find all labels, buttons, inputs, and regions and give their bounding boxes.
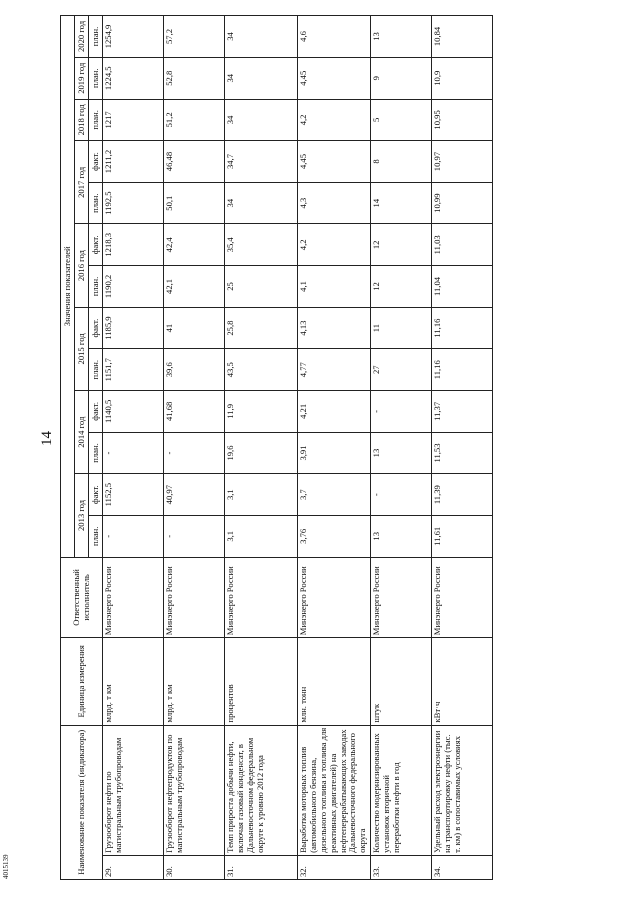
cell-2014-fact: 41,68 [164, 391, 225, 433]
cell-2017-plan: 14 [371, 182, 432, 224]
header-year-2020: 2020 год [75, 16, 89, 58]
header-fact: факт. [89, 391, 103, 433]
row-unit: кВт·ч [432, 638, 493, 725]
header-year-2018: 2018 год [75, 99, 89, 141]
row-indicator-name: Количество модернизированных установок вторичной переработки нефти в год [371, 725, 432, 855]
cell-2015-fact: 4,13 [298, 307, 371, 349]
row-unit: млн. тонн [298, 638, 371, 725]
cell-2016-plan: 1190,2 [103, 266, 164, 308]
page-number: 14 [39, 431, 55, 446]
cell-2018-plan: 4,2 [298, 99, 371, 141]
row-responsible: Минэнерго России [225, 557, 298, 638]
cell-2015-fact: 25,8 [225, 307, 298, 349]
cell-2015-fact: 11 [371, 307, 432, 349]
cell-2020-plan: 34 [225, 16, 298, 58]
row-number: 31. [225, 855, 298, 879]
header-fact: факт. [89, 307, 103, 349]
header-year-2019: 2019 год [75, 57, 89, 99]
header-fact: факт. [89, 224, 103, 266]
header-plan: план. [89, 182, 103, 224]
cell-2015-plan: 39,6 [164, 349, 225, 391]
header-values: Значения показателей [61, 16, 75, 558]
header-plan: план. [89, 57, 103, 99]
header-plan: план. [89, 349, 103, 391]
header-year-2015: 2015 год [75, 307, 89, 390]
row-indicator-name: Грузооборот нефтепродуктов по магистральным трубопроводам [164, 725, 225, 855]
row-number: 32. [298, 855, 371, 879]
cell-2016-plan: 25 [225, 266, 298, 308]
cell-2017-plan: 34 [225, 182, 298, 224]
cell-2014-plan: 11,53 [432, 432, 493, 474]
row-unit: процентов [225, 638, 298, 725]
cell-2013-plan: 3,76 [298, 515, 371, 557]
cell-2014-plan: 3,91 [298, 432, 371, 474]
cell-2015-plan: 4,77 [298, 349, 371, 391]
cell-2019-plan: 34 [225, 57, 298, 99]
rotated-page-content [60, 15, 575, 880]
header-plan: план. [89, 266, 103, 308]
cell-2017-fact: 8 [371, 141, 432, 183]
header-unit: Единица измерения [61, 638, 103, 725]
table-row [371, 16, 432, 880]
row-responsible: Минэнерго России [298, 557, 371, 638]
cell-2018-plan: 10,95 [432, 99, 493, 141]
cell-2017-plan: 10,99 [432, 182, 493, 224]
header-name: Наименование показателя (индикатора) [61, 725, 103, 879]
cell-2016-fact: 42,4 [164, 224, 225, 266]
cell-2020-plan: 1254,9 [103, 16, 164, 58]
cell-2017-plan: 4,3 [298, 182, 371, 224]
cell-2015-plan: 1151,7 [103, 349, 164, 391]
cell-2014-fact: 1140,5 [103, 391, 164, 433]
cell-2016-plan: 42,1 [164, 266, 225, 308]
header-year-2017: 2017 год [75, 141, 89, 224]
cell-2017-plan: 1192,5 [103, 182, 164, 224]
row-number: 34. [432, 855, 493, 879]
cell-2019-plan: 4,45 [298, 57, 371, 99]
cell-2013-plan: - [103, 515, 164, 557]
row-number: 29. [103, 855, 164, 879]
cell-2018-plan: 51,2 [164, 99, 225, 141]
header-plan: план. [89, 432, 103, 474]
cell-2013-plan: 3,1 [225, 515, 298, 557]
cell-2014-fact: - [371, 391, 432, 433]
cell-2016-fact: 11,03 [432, 224, 493, 266]
row-responsible: Минэнерго России [432, 557, 493, 638]
cell-2020-plan: 57,2 [164, 16, 225, 58]
table-row [432, 16, 493, 880]
cell-2014-fact: 4,21 [298, 391, 371, 433]
cell-2016-plan: 12 [371, 266, 432, 308]
table-row [103, 16, 164, 880]
cell-2016-plan: 11,04 [432, 266, 493, 308]
table-row [298, 16, 371, 880]
cell-2014-plan: - [164, 432, 225, 474]
cell-2014-fact: 11,9 [225, 391, 298, 433]
row-responsible: Минэнерго России [164, 557, 225, 638]
row-indicator-name: Грузооборот нефти по магистральным трубопроводам [103, 725, 164, 855]
cell-2015-fact: 1185,9 [103, 307, 164, 349]
cell-2013-fact: 11,39 [432, 474, 493, 516]
table-row [164, 16, 225, 880]
cell-2016-fact: 12 [371, 224, 432, 266]
cell-2015-plan: 11,16 [432, 349, 493, 391]
header-plan: план. [89, 16, 103, 58]
header-fact: факт. [89, 141, 103, 183]
row-indicator-name: Выработка моторных топлив (автомобильного бензина, дизельного топлива и топлива для реактивных двигателей) на нефтеперерабатывающих заводах Дальневосточного федерального округа [298, 725, 371, 855]
cell-2016-fact: 35,4 [225, 224, 298, 266]
cell-2013-plan: - [164, 515, 225, 557]
cell-2014-plan: 13 [371, 432, 432, 474]
cell-2013-fact: - [371, 474, 432, 516]
cell-2020-plan: 4,6 [298, 16, 371, 58]
row-number: 33. [371, 855, 432, 879]
row-unit: млрд. т км [103, 638, 164, 725]
cell-2019-plan: 9 [371, 57, 432, 99]
header-plan: план. [89, 99, 103, 141]
header-fact: факт. [89, 474, 103, 516]
cell-2019-plan: 1224,5 [103, 57, 164, 99]
cell-2014-plan: 19,6 [225, 432, 298, 474]
header-year-2013: 2013 год [75, 474, 89, 557]
cell-2017-fact: 4,45 [298, 141, 371, 183]
cell-2020-plan: 10,84 [432, 16, 493, 58]
cell-2016-plan: 4,1 [298, 266, 371, 308]
footer-code: 4015139 [2, 854, 10, 879]
cell-2013-plan: 11,61 [432, 515, 493, 557]
row-indicator-name: Темп прироста добычи нефти, включая газовый конденсат, в Дальневосточном федеральном округе к уровню 2012 года [225, 725, 298, 855]
cell-2013-plan: 13 [371, 515, 432, 557]
cell-2020-plan: 13 [371, 16, 432, 58]
cell-2013-fact: 40,97 [164, 474, 225, 516]
cell-2018-plan: 34 [225, 99, 298, 141]
cell-2017-fact: 10,97 [432, 141, 493, 183]
cell-2013-fact: 3,7 [298, 474, 371, 516]
cell-2018-plan: 5 [371, 99, 432, 141]
header-responsible: Ответственный исполнитель [61, 557, 103, 638]
row-unit: штук [371, 638, 432, 725]
row-responsible: Минэнерго России [371, 557, 432, 638]
cell-2017-fact: 46,48 [164, 141, 225, 183]
table-row [225, 16, 298, 880]
cell-2014-fact: 11,37 [432, 391, 493, 433]
cell-2015-fact: 41 [164, 307, 225, 349]
cell-2018-plan: 1217 [103, 99, 164, 141]
row-responsible: Минэнерго России [103, 557, 164, 638]
cell-2016-fact: 4,2 [298, 224, 371, 266]
row-number: 30. [164, 855, 225, 879]
cell-2013-fact: 1152,5 [103, 474, 164, 516]
cell-2017-fact: 34,7 [225, 141, 298, 183]
row-indicator-name: Удельный расход электроэнергии на транспортировку нефти (тыс. т. км) в сопоставимых условиях [432, 725, 493, 855]
header-plan: план. [89, 515, 103, 557]
row-unit: млрд. т км [164, 638, 225, 725]
cell-2016-fact: 1218,3 [103, 224, 164, 266]
header-year-2016: 2016 год [75, 224, 89, 307]
cell-2019-plan: 10,9 [432, 57, 493, 99]
cell-2019-plan: 52,8 [164, 57, 225, 99]
indicator-table [60, 15, 493, 880]
cell-2015-plan: 27 [371, 349, 432, 391]
cell-2017-plan: 50,1 [164, 182, 225, 224]
header-year-2014: 2014 год [75, 391, 89, 474]
cell-2015-plan: 43,5 [225, 349, 298, 391]
cell-2017-fact: 1211,2 [103, 141, 164, 183]
cell-2013-fact: 3,1 [225, 474, 298, 516]
cell-2015-fact: 11,16 [432, 307, 493, 349]
cell-2014-plan: - [103, 432, 164, 474]
